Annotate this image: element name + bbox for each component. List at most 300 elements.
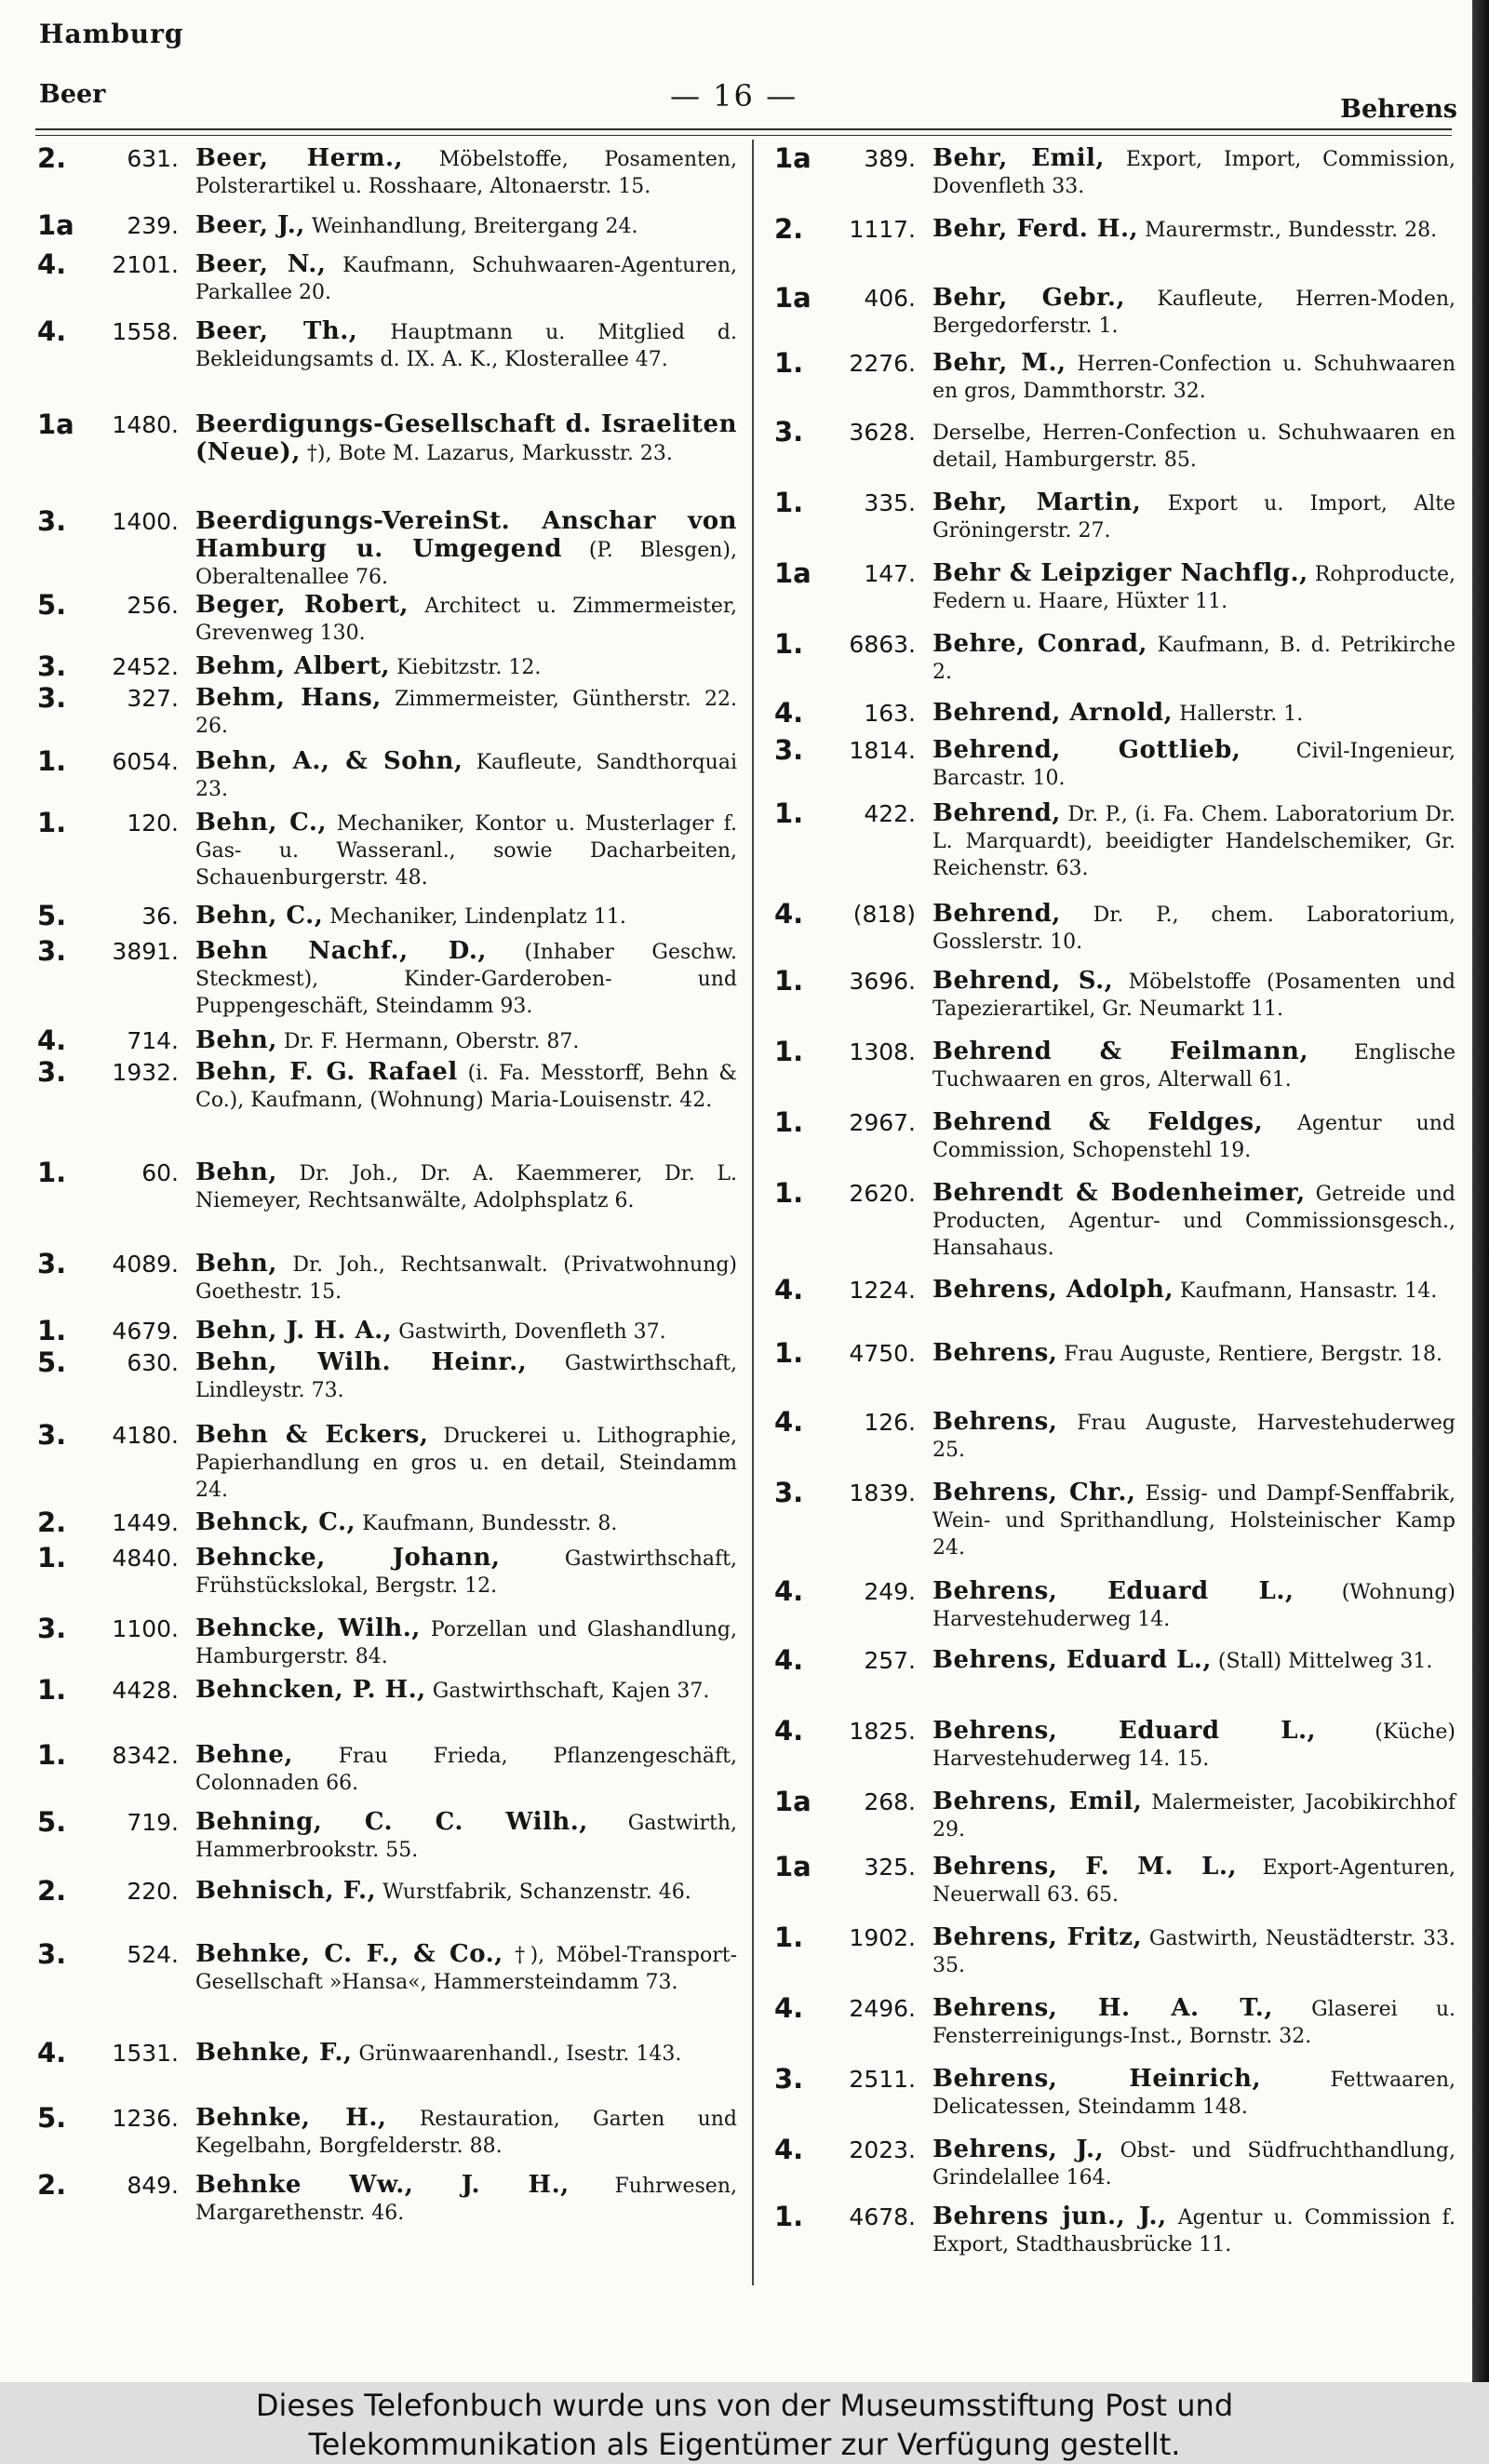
phone-number: 3891. bbox=[112, 938, 179, 965]
directory-entry bbox=[37, 1024, 737, 1059]
entry-text bbox=[195, 1615, 737, 1670]
directory-entry bbox=[774, 1177, 1455, 1277]
directory-entry bbox=[774, 1644, 1455, 1718]
column-divider bbox=[752, 140, 754, 2285]
entry-text bbox=[932, 1109, 1455, 1164]
entry-text bbox=[195, 1159, 737, 1214]
subscriber-details: Export u. Import, Alte Gröningerstr. 27. bbox=[932, 492, 1456, 542]
entry-text bbox=[932, 1854, 1455, 1908]
phone-number: 249. bbox=[864, 1578, 916, 1605]
subscriber-name: Behrend, bbox=[932, 799, 1061, 827]
subscriber-details: Dr. P., chem. Laboratorium, Gosslerstr. 10. bbox=[932, 904, 1455, 954]
entry-text bbox=[195, 653, 737, 681]
directory-entry bbox=[37, 505, 737, 592]
exchange-office: 1. bbox=[774, 628, 804, 660]
directory-entry bbox=[774, 1038, 1455, 1109]
directory-entry bbox=[37, 1419, 737, 1509]
exchange-office: 2. bbox=[37, 2169, 67, 2201]
phone-number: 1480. bbox=[112, 411, 179, 438]
page-edge bbox=[1472, 0, 1489, 2382]
phone-number: 1100. bbox=[112, 1615, 179, 1642]
subscriber-name: Behn, bbox=[195, 1026, 277, 1054]
subscriber-name: Beerdigungs-VereinSt. Anschar von Hamburg u. Umgegend bbox=[195, 507, 737, 563]
phone-number: 1839. bbox=[849, 1480, 916, 1507]
directory-entry bbox=[37, 682, 737, 748]
directory-entry bbox=[37, 1248, 737, 1318]
directory-entry bbox=[774, 1924, 1455, 1995]
subscriber-name: Behnck, C., bbox=[195, 1508, 356, 1536]
entry-text bbox=[195, 938, 737, 1020]
subscriber-details: Englische Tuchwaaren en gros, Alterwall 61. bbox=[932, 1041, 1455, 1091]
entry-text bbox=[932, 489, 1455, 544]
directory-entry bbox=[774, 282, 1456, 350]
subscriber-name: Behrens, Eduard L., bbox=[932, 1577, 1294, 1605]
entry-text bbox=[195, 2040, 737, 2068]
entry-text bbox=[195, 1878, 737, 1906]
subscriber-name: Behning, C. C. Wilh., bbox=[195, 1808, 588, 1836]
phone-number: 2101. bbox=[112, 251, 179, 278]
phone-number: 4750. bbox=[849, 1340, 916, 1367]
entry-text bbox=[932, 1038, 1455, 1093]
directory-entry bbox=[774, 965, 1455, 1038]
page-number: — 16 — bbox=[670, 78, 798, 114]
directory-entry bbox=[37, 315, 737, 411]
entry-text bbox=[932, 2136, 1455, 2191]
directory-entry bbox=[37, 408, 737, 508]
entry-text bbox=[932, 1995, 1455, 2050]
subscriber-details: Glaserei u. Fensterreinigungs-Inst., Bornstr. 32. bbox=[932, 1998, 1456, 2048]
entry-text bbox=[932, 1277, 1455, 1305]
subscriber-details: Rohproducte, Federn u. Haare, Hüxter 11. bbox=[932, 563, 1455, 613]
subscriber-details: Gastwirth, Neustädterstr. 33. 35. bbox=[932, 1927, 1455, 1977]
phone-number: 6863. bbox=[849, 631, 916, 658]
header-first-name: Beer bbox=[39, 80, 106, 109]
subscriber-details: Porzellan und Glashandlung, Hamburgerstr. 84. bbox=[195, 1618, 737, 1668]
footer-line-1: Dieses Telefonbuch wurde uns von der Museumsstiftung Post und bbox=[255, 2388, 1234, 2423]
entry-text bbox=[195, 810, 737, 891]
subscriber-name: Behn, C., bbox=[195, 809, 328, 837]
directory-entry bbox=[774, 1851, 1455, 1924]
subscriber-details: Mechaniker, Lindenplatz 11. bbox=[329, 905, 626, 929]
entry-text bbox=[932, 1409, 1455, 1464]
exchange-office: 1. bbox=[37, 807, 67, 838]
entry-text bbox=[932, 1788, 1455, 1843]
exchange-office: 1. bbox=[37, 1315, 67, 1346]
exchange-office: 1. bbox=[774, 347, 804, 379]
directory-entry bbox=[774, 898, 1455, 968]
subscriber-details: Dr. F. Hermann, Oberstr. 87. bbox=[283, 1030, 580, 1053]
directory-entry bbox=[774, 1992, 1456, 2066]
exchange-office: 1a bbox=[774, 1786, 812, 1817]
subscriber-name: Beer, N., bbox=[195, 250, 327, 278]
subscriber-name: Behrend, bbox=[932, 900, 1061, 928]
directory-entry bbox=[774, 797, 1455, 901]
directory-entry bbox=[774, 1106, 1455, 1180]
directory-entry bbox=[774, 1477, 1456, 1578]
entry-text bbox=[932, 901, 1455, 956]
subscriber-details: Dr. Joh., Rechtsanwalt. (Privatwohnung) Goethestr. 15. bbox=[195, 1253, 737, 1304]
subscriber-name: Behn, bbox=[195, 1158, 277, 1186]
subscriber-details: †), Bote M. Lazarus, Markusstr. 23. bbox=[306, 442, 673, 465]
subscriber-name: Beger, Robert, bbox=[195, 591, 409, 619]
phone-number: 3696. bbox=[849, 968, 916, 995]
exchange-office: 4. bbox=[774, 697, 804, 729]
exchange-office: 4. bbox=[774, 1715, 804, 1747]
directory-entry bbox=[774, 734, 1455, 800]
entry-text bbox=[932, 2203, 1455, 2258]
phone-number: 2496. bbox=[849, 1995, 916, 2022]
phone-number: 2967. bbox=[849, 1109, 916, 1136]
exchange-office: 1a bbox=[774, 1851, 812, 1882]
subscriber-details: Kaufleute, Sandthorquai 23. bbox=[195, 751, 738, 801]
phone-number: 335. bbox=[864, 489, 916, 516]
subscriber-details: Möbelstoffe (Posamenten und Tapezierartikel, Gr. Neumarkt 11. bbox=[932, 971, 1455, 1021]
directory-entry bbox=[37, 1315, 737, 1349]
subscriber-name: Behm, Albert, bbox=[195, 652, 391, 680]
subscriber-details: Mechaniker, Kontor u. Musterlager f. Gas- u. Wasseranl., sowie Dacharbeiten, Schauenburgerstr. 48. bbox=[195, 812, 737, 890]
exchange-office: 3. bbox=[774, 1477, 804, 1508]
subscriber-details: Gastwirthschaft, Kajen 37. bbox=[432, 1680, 710, 1703]
footer-line-2: Telekommunikation als Eigentümer zur Verfügung gestellt. bbox=[308, 2427, 1181, 2462]
subscriber-details: Kaufmann, Hansastr. 14. bbox=[1180, 1279, 1438, 1303]
subscriber-name: Behr, Gebr., bbox=[932, 284, 1126, 312]
exchange-office: 1. bbox=[774, 487, 804, 518]
subscriber-details: Frau Frieda, Pflanzengeschäft, Colonnaden 66. bbox=[195, 1745, 737, 1795]
entry-text bbox=[932, 700, 1455, 728]
exchange-office: 1. bbox=[774, 1106, 804, 1138]
phone-number: 126. bbox=[864, 1409, 916, 1436]
exchange-office: 1. bbox=[37, 1674, 67, 1706]
directory-entry bbox=[774, 1575, 1455, 1647]
entry-text bbox=[932, 285, 1455, 340]
phone-number: 406. bbox=[864, 285, 916, 312]
entry-text bbox=[195, 748, 737, 803]
subscriber-name: Behre, Conrad, bbox=[932, 630, 1147, 658]
exchange-office: 1. bbox=[37, 1542, 67, 1573]
subscriber-details: Getreide und Producten, Agentur- und Commissionsgesch., Hansahaus. bbox=[932, 1183, 1455, 1260]
entry-text bbox=[932, 1578, 1455, 1633]
entry-text bbox=[195, 318, 737, 373]
exchange-office: 5. bbox=[37, 2102, 67, 2134]
entry-text bbox=[932, 1480, 1455, 1561]
exchange-office: 1. bbox=[774, 1337, 804, 1369]
exchange-office: 2. bbox=[37, 142, 67, 174]
exchange-office: 4. bbox=[774, 1575, 804, 1607]
subscriber-details: Obst- und Südfruchthandlung, Grindelallee 164. bbox=[932, 2139, 1456, 2189]
entry-text bbox=[932, 2066, 1455, 2121]
phone-number: 60. bbox=[141, 1159, 179, 1186]
phone-number: 8342. bbox=[112, 1742, 179, 1769]
directory-entry bbox=[774, 142, 1455, 216]
phone-number: 2452. bbox=[112, 653, 179, 680]
subscriber-name: Behrens, Eduard L., bbox=[932, 1646, 1212, 1674]
phone-number: 1558. bbox=[112, 318, 179, 345]
subscriber-name: Behrens, bbox=[932, 1408, 1058, 1436]
exchange-office: 3. bbox=[37, 1248, 67, 1279]
directory-entry bbox=[774, 1715, 1455, 1788]
subscriber-name: Behn, A., & Sohn, bbox=[195, 747, 463, 775]
exchange-office: 1. bbox=[774, 1036, 804, 1067]
subscriber-name: Behn, F. G. Rafael bbox=[195, 1058, 458, 1086]
directory-entry bbox=[774, 489, 1455, 560]
entry-text bbox=[932, 737, 1455, 792]
header-rule-thin bbox=[35, 135, 1452, 136]
exchange-office: 1a bbox=[37, 209, 74, 241]
entry-text bbox=[195, 1941, 737, 1996]
entry-text bbox=[195, 1545, 737, 1600]
exchange-office: 3. bbox=[774, 2063, 804, 2095]
phone-number: 719. bbox=[127, 1809, 179, 1836]
exchange-office: 3. bbox=[37, 1613, 67, 1644]
subscriber-name: Behn, bbox=[195, 1250, 277, 1278]
entry-text bbox=[195, 685, 737, 740]
directory-entry bbox=[774, 2203, 1455, 2274]
subscriber-details: †), Möbel-Transport-Gesellschaft »Hansa«, Hammersteindamm 73. bbox=[195, 1944, 737, 1994]
header-city: Hamburg bbox=[39, 19, 184, 49]
entry-text bbox=[195, 1251, 737, 1306]
subscriber-details: Gastwirthschaft, Lindleystr. 73. bbox=[195, 1352, 737, 1402]
phone-number: 4089. bbox=[112, 1251, 179, 1278]
subscriber-details: Civil-Ingenieur, Barcastr. 10. bbox=[932, 740, 1455, 790]
phone-number: 1236. bbox=[112, 2105, 179, 2132]
phone-number: 256. bbox=[127, 592, 179, 619]
subscriber-details: (Stall) Mittelweg 31. bbox=[1217, 1650, 1433, 1673]
directory-entry bbox=[774, 1788, 1455, 1854]
subscriber-name: Behrens, Eduard L., bbox=[932, 1717, 1317, 1745]
subscriber-name: Behrens, bbox=[932, 1339, 1058, 1367]
entry-text bbox=[195, 2172, 737, 2227]
subscriber-name: Behnke, H., bbox=[195, 2104, 387, 2132]
phone-number: 327. bbox=[127, 685, 179, 712]
directory-entry bbox=[774, 2063, 1455, 2136]
phone-number: 2620. bbox=[849, 1180, 916, 1207]
subscriber-details: Herren-Confection u. Schuhwaaren en gros, Dammthorstr. 32. bbox=[932, 353, 1455, 403]
directory-entry bbox=[37, 248, 737, 318]
subscriber-details: Essig- und Dampf-Senffabrik, Wein- und Sprithandlung, Holsteinischer Kamp 24. bbox=[932, 1482, 1456, 1560]
entry-text bbox=[195, 1742, 737, 1797]
exchange-office: 5. bbox=[37, 1346, 67, 1378]
directory-entry bbox=[37, 900, 737, 938]
exchange-office: 4. bbox=[774, 1644, 804, 1676]
directory-entry bbox=[37, 1346, 737, 1422]
subscriber-details: Frau Auguste, Rentiere, Bergstr. 18. bbox=[1064, 1343, 1442, 1366]
entry-text bbox=[195, 1027, 737, 1055]
directory-entry bbox=[37, 1938, 737, 2040]
subscriber-details: Architect u. Zimmermeister, Grevenweg 130. bbox=[195, 595, 737, 645]
subscriber-name: Beerdigungs-Gesellschaft d. Israeliten (Neue), bbox=[195, 410, 737, 466]
exchange-office: 5. bbox=[37, 900, 67, 931]
phone-number: 2276. bbox=[849, 350, 916, 377]
subscriber-name: Behr, Emil, bbox=[932, 144, 1105, 172]
exchange-office: 4. bbox=[774, 1406, 804, 1438]
subscriber-name: Behrend & Feldges, bbox=[932, 1108, 1264, 1136]
entry-text bbox=[195, 411, 737, 467]
directory-entry bbox=[37, 1875, 737, 1941]
exchange-office: 2. bbox=[774, 213, 804, 245]
phone-number: 257. bbox=[864, 1647, 916, 1674]
exchange-office: 4. bbox=[774, 898, 804, 930]
subscriber-name: Behn, C., bbox=[195, 902, 324, 930]
entry-text bbox=[932, 560, 1455, 615]
subscriber-name: Behrens jun., J., bbox=[932, 2203, 1167, 2230]
exchange-office: 3. bbox=[37, 682, 67, 714]
subscriber-details: Derselbe, Herren-Confection u. Schuhwaaren en detail, Hamburgerstr. 85. bbox=[932, 422, 1455, 472]
exchange-office: 1a bbox=[774, 142, 812, 174]
subscriber-details: Wurstfabrik, Schanzenstr. 46. bbox=[382, 1881, 691, 1904]
exchange-office: 1a bbox=[37, 408, 74, 440]
phone-number: 239. bbox=[127, 212, 179, 239]
subscriber-details: Möbelstoffe, Posamenten, Polsterartikel u. Rosshaare, Altonaerstr. 15. bbox=[195, 148, 738, 198]
phone-number: 2511. bbox=[849, 2066, 916, 2093]
entry-text bbox=[932, 800, 1455, 882]
subscriber-details: Zimmermeister, Güntherstr. 22. 26. bbox=[195, 688, 737, 738]
directory-entry bbox=[37, 807, 737, 903]
entry-text bbox=[195, 251, 737, 306]
subscriber-name: Behn Nachf., D., bbox=[195, 937, 487, 965]
subscriber-name: Behncken, P. H., bbox=[195, 1676, 426, 1704]
phone-number: 120. bbox=[127, 810, 179, 837]
directory-entry bbox=[37, 1739, 737, 1809]
phone-number: 4678. bbox=[849, 2203, 916, 2230]
exchange-office: 1. bbox=[37, 1157, 67, 1188]
phone-number: 163. bbox=[864, 700, 916, 727]
subscriber-name: Behrend & Feilmann, bbox=[932, 1038, 1308, 1065]
entry-text bbox=[195, 1509, 737, 1537]
subscriber-name: Behnke, C. F., & Co., bbox=[195, 1940, 503, 1968]
subscriber-details: Export, Import, Commission, Dovenfleth 33. bbox=[932, 148, 1455, 198]
phone-number: 268. bbox=[864, 1788, 916, 1815]
right-column bbox=[774, 142, 1456, 2274]
phone-number: 1224. bbox=[849, 1277, 916, 1304]
phone-number: 4428. bbox=[112, 1677, 179, 1704]
phone-number: 1814. bbox=[849, 737, 916, 764]
entry-text bbox=[195, 1059, 737, 1114]
entry-text bbox=[195, 212, 737, 240]
entry-text bbox=[195, 1809, 737, 1864]
subscriber-name: Behncke, Johann, bbox=[195, 1544, 501, 1572]
exchange-office: 1. bbox=[774, 1922, 804, 1953]
subscriber-name: Behncke, Wilh., bbox=[195, 1614, 421, 1642]
directory-entry bbox=[37, 2037, 737, 2105]
exchange-office: 1a bbox=[774, 557, 812, 589]
subscriber-name: Behrend, Gottlieb, bbox=[932, 736, 1241, 764]
subscriber-details: (i. Fa. Messtorff, Behn & Co.), Kaufmann, (Wohnung) Maria-Louisenstr. 42. bbox=[195, 1062, 737, 1112]
subscriber-name: Behrens, J., bbox=[932, 2136, 1105, 2163]
exchange-office: 3. bbox=[37, 505, 67, 537]
entry-text bbox=[195, 592, 737, 647]
subscriber-details: Frau Auguste, Harvestehuderweg 25. bbox=[932, 1412, 1455, 1462]
exchange-office: 4. bbox=[37, 248, 67, 280]
subscriber-details: (Wohnung) Harvestehuderweg 14. bbox=[932, 1581, 1455, 1631]
directory-entry bbox=[37, 935, 737, 1027]
phone-number: 631. bbox=[127, 145, 179, 172]
entry-text bbox=[932, 1180, 1455, 1262]
header-last-name: Behrens bbox=[1340, 95, 1457, 124]
subscriber-name: Behrens, F. M. L., bbox=[932, 1853, 1238, 1881]
phone-number: 6054. bbox=[112, 748, 179, 775]
phone-number: 1308. bbox=[849, 1038, 916, 1065]
phone-number: 147. bbox=[864, 560, 916, 587]
directory-entry bbox=[774, 347, 1455, 419]
exchange-office: 3. bbox=[37, 1419, 67, 1451]
subscriber-name: Behnisch, F., bbox=[195, 1877, 377, 1905]
subscriber-details: (Küche) Harvestehuderweg 14. 15. bbox=[932, 1721, 1455, 1771]
directory-entry bbox=[37, 1806, 737, 1878]
exchange-office: 3. bbox=[37, 650, 67, 682]
footer-notice bbox=[0, 2382, 1489, 2464]
subscriber-name: Behr, Martin, bbox=[932, 489, 1142, 516]
entry-text bbox=[195, 508, 737, 591]
subscriber-details: Fuhrwesen, Margarethenstr. 46. bbox=[195, 2175, 737, 2225]
subscriber-details: Druckerei u. Lithographie, Papierhandlung en gros u. en detail, Steindamm 24. bbox=[195, 1425, 737, 1502]
exchange-office: 1a bbox=[774, 282, 812, 314]
phone-number: 4180. bbox=[112, 1422, 179, 1449]
phone-number: 1902. bbox=[849, 1924, 916, 1951]
subscriber-name: Beer, Herm., bbox=[195, 144, 404, 172]
phone-number: (818) bbox=[852, 901, 916, 928]
subscriber-details: Restauration, Garten und Kegelbahn, Borgfelderstr. 88. bbox=[195, 2108, 738, 2158]
entry-text bbox=[932, 968, 1455, 1023]
phone-number: 3628. bbox=[849, 419, 916, 446]
phone-number: 1932. bbox=[112, 1059, 179, 1086]
entry-text bbox=[932, 1647, 1455, 1675]
directory-entry bbox=[37, 2102, 738, 2172]
entry-text bbox=[932, 1340, 1455, 1368]
exchange-office: 4. bbox=[774, 1992, 804, 2024]
directory-entry bbox=[37, 1509, 737, 1545]
subscriber-details: Dr. P., (i. Fa. Chem. Laboratorium Dr. L. Marquardt), beeidigter Handelschemiker, Gr. Reichenstr. 63. bbox=[932, 803, 1455, 880]
phone-number: 1531. bbox=[112, 2040, 179, 2067]
subscriber-details: (Inhaber Geschw. Steckmest), Kinder-Garderoben- und Puppengeschäft, Steindamm 93. bbox=[195, 941, 737, 1018]
subscriber-details: Kaufmann, Bundesstr. 8. bbox=[362, 1512, 618, 1535]
subscriber-details: Malermeister, Jacobikirchhof 29. bbox=[932, 1791, 1455, 1841]
subscriber-details: Fettwaaren, Delicatessen, Steindamm 148. bbox=[932, 2069, 1455, 2119]
subscriber-name: Behrens, Emil, bbox=[932, 1788, 1143, 1815]
subscriber-details: Hauptmann u. Mitglied d. Bekleidungsamts d. IX. A. K., Klosterallee 47. bbox=[195, 321, 737, 371]
directory-entry bbox=[774, 557, 1455, 631]
directory-entry bbox=[774, 1406, 1455, 1480]
phone-number: 1400. bbox=[112, 508, 179, 535]
exchange-office: 1. bbox=[774, 797, 804, 829]
subscriber-details: Dr. Joh., Dr. A. Kaemmerer, Dr. L. Niemeyer, Rechtsanwälte, Adolphsplatz 6. bbox=[195, 1162, 737, 1212]
exchange-office: 2. bbox=[37, 1875, 67, 1907]
exchange-office: 5. bbox=[37, 1806, 67, 1838]
entry-text bbox=[195, 1422, 737, 1504]
subscriber-details: Gastwirthschaft, Frühstückslokal, Bergstr. 12. bbox=[195, 1547, 737, 1598]
subscriber-name: Behn & Eckers, bbox=[195, 1421, 429, 1449]
subscriber-name: Behrens, Fritz, bbox=[932, 1923, 1143, 1951]
subscriber-details: Gastwirth, Hammerbrookstr. 55. bbox=[195, 1812, 737, 1862]
exchange-office: 3. bbox=[37, 935, 67, 967]
directory-entry bbox=[774, 1337, 1455, 1409]
phone-number: 1825. bbox=[849, 1718, 916, 1745]
subscriber-name: Behnke, F., bbox=[195, 2039, 353, 2067]
subscriber-name: Behrend, S., bbox=[932, 967, 1114, 995]
subscriber-details: Maurermstr., Bundesstr. 28. bbox=[1145, 219, 1438, 242]
subscriber-name: Behrens, Adolph, bbox=[932, 1276, 1174, 1304]
entry-text bbox=[195, 145, 737, 200]
exchange-office: 4. bbox=[774, 2134, 804, 2165]
exchange-office: 3. bbox=[37, 1938, 67, 1970]
subscriber-name: Behm, Hans, bbox=[195, 684, 382, 712]
directory-entry bbox=[37, 1056, 737, 1159]
subscriber-name: Behrend, Arnold, bbox=[932, 699, 1174, 727]
exchange-office: 5. bbox=[37, 589, 67, 621]
entry-text bbox=[932, 350, 1455, 405]
directory-entry bbox=[774, 2136, 1455, 2203]
entry-text bbox=[932, 1718, 1455, 1773]
exchange-office: 3. bbox=[774, 734, 804, 766]
